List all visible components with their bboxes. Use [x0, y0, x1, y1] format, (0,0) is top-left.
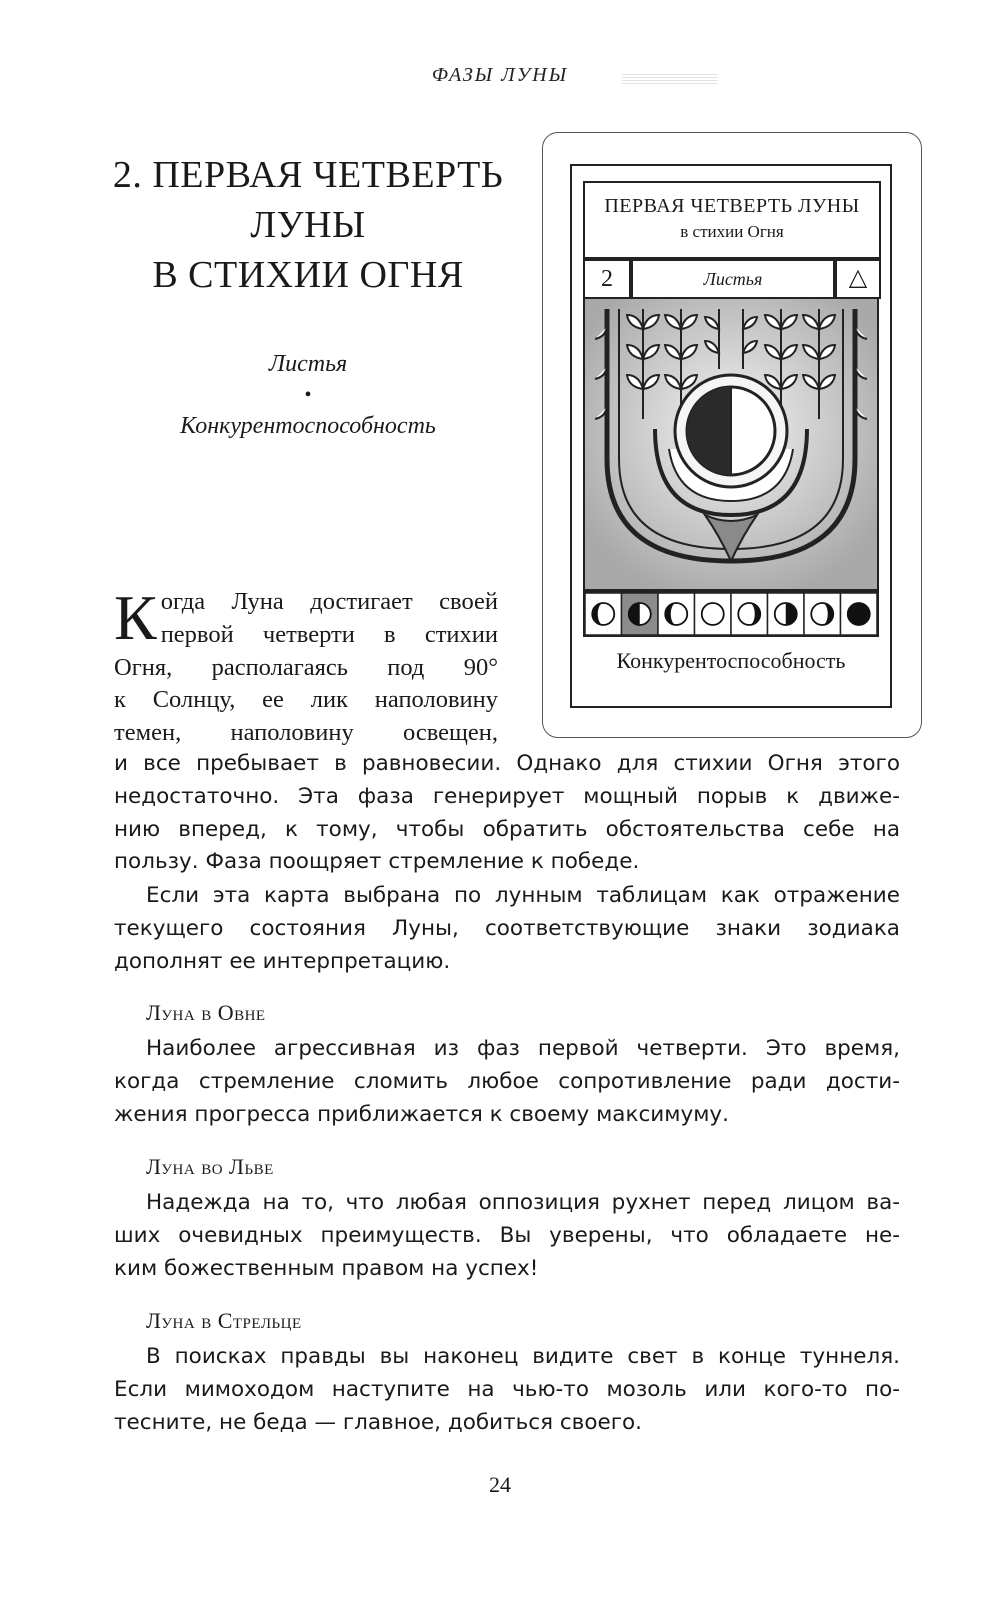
running-head-ornament	[622, 74, 718, 84]
section-text-leo	[114, 1187, 900, 1285]
card-keyword: Конкурентоспособность	[616, 648, 846, 673]
drop-cap: К	[114, 582, 157, 653]
text-line: и все пребывает в равновесии. Однако для стихии Огня этого	[114, 751, 900, 776]
section-heading-leo: Луна во Льве	[146, 1154, 274, 1179]
card-subtitle: в стихии Огня	[680, 222, 784, 241]
intro-paragraph	[114, 582, 498, 750]
card-illustration	[583, 297, 879, 591]
text-line: недостаточно. Эта фаза генерирует мощный порыв к движе-	[114, 783, 900, 809]
keyword-competitiveness: Конкурентоспособность	[180, 413, 436, 439]
text-line: Если мимоходом наступите на чью-то мозоль или кого-то по-	[114, 1376, 900, 1402]
text-line: к Солнцу, ее лик наполовину	[114, 686, 498, 714]
text-line: первой четверти в стихии	[160, 620, 498, 648]
chapter-title-line: 2. ПЕРВАЯ ЧЕТВЕРТЬ	[112, 154, 504, 196]
text-line: Наиболее агрессивная из фаз первой четверти. Это время,	[146, 1036, 900, 1061]
card-name: Листья	[631, 259, 835, 299]
moon-phase-icon	[629, 603, 651, 625]
moon-phase-icon	[775, 603, 797, 625]
text-line: нию вперед, к тому, чтобы обратить обстоятельства себе на	[114, 816, 900, 842]
chapter-title-line: В СТИХИИ ОГНЯ	[152, 254, 464, 296]
moon-phase-icon	[738, 603, 760, 625]
moon-phase-icon	[665, 603, 687, 625]
text-line: дополнят ее интерпретацию.	[114, 948, 451, 974]
section-heading-sagittarius: Луна в Стрельце	[146, 1308, 302, 1333]
fire-element-icon: △	[835, 259, 881, 299]
section-text-sagittarius	[114, 1341, 900, 1439]
moon-phase-icon	[592, 603, 614, 625]
section-text-aries	[114, 1033, 900, 1131]
page-number: 24	[489, 1472, 511, 1497]
moon-phase-strip	[583, 591, 879, 637]
text-line: Надежда на то, что любая оппозиция рухнет перед лицом ва-	[146, 1190, 900, 1215]
moon-phase-icons	[585, 593, 877, 635]
text-line: жения прогресса приближается к своему максимуму.	[114, 1101, 729, 1127]
text-line: когда стремление сломить любое сопротивление ради дости-	[114, 1068, 900, 1094]
text-line: текущего состояния Луны, соответствующие знаки зодиака	[114, 915, 900, 941]
card-title-box	[583, 181, 881, 259]
text-line: темен, наполовину освещен,	[114, 719, 498, 747]
chapter-keywords	[108, 344, 508, 446]
keyword-separator: •	[304, 384, 312, 406]
moon-phase-icon	[848, 603, 870, 625]
chapter-title	[108, 150, 508, 300]
leaves-moon-illustration	[585, 299, 877, 589]
text-line: тесните, не беда — главное, добиться своего.	[114, 1409, 643, 1435]
keyword-leaves: Листья	[268, 351, 348, 377]
text-line: огда Луна достигает своей	[160, 588, 498, 615]
text-line: ким божественным правом на успех!	[114, 1255, 539, 1281]
moon-phase-icon	[811, 603, 833, 625]
text-line: Если эта карта выбрана по лунным таблицам как отражение	[146, 883, 900, 908]
moon-phase-icon	[702, 603, 724, 625]
card-info-row	[583, 259, 881, 299]
text-line: пользу. Фаза поощряет стремление к победе.	[114, 849, 640, 875]
card-number: 2	[583, 259, 631, 299]
paragraph-1	[114, 748, 900, 879]
running-head: ФАЗЫ ЛУНЫ	[431, 64, 569, 86]
text-line: ших очевидных преимуществ. Вы уверены, что обладаете не-	[114, 1222, 900, 1248]
paragraph-2	[114, 880, 900, 978]
section-heading-aries: Луна в Овне	[146, 1000, 266, 1025]
text-line: В поисках правды вы наконец видите свет в конце туннеля.	[146, 1344, 900, 1369]
text-line: Огня, располагаясь под 90°	[114, 653, 498, 681]
card-title: ПЕРВАЯ ЧЕТВЕРТЬ ЛУНЫ	[604, 195, 860, 217]
chapter-title-line: ЛУНЫ	[250, 204, 366, 246]
